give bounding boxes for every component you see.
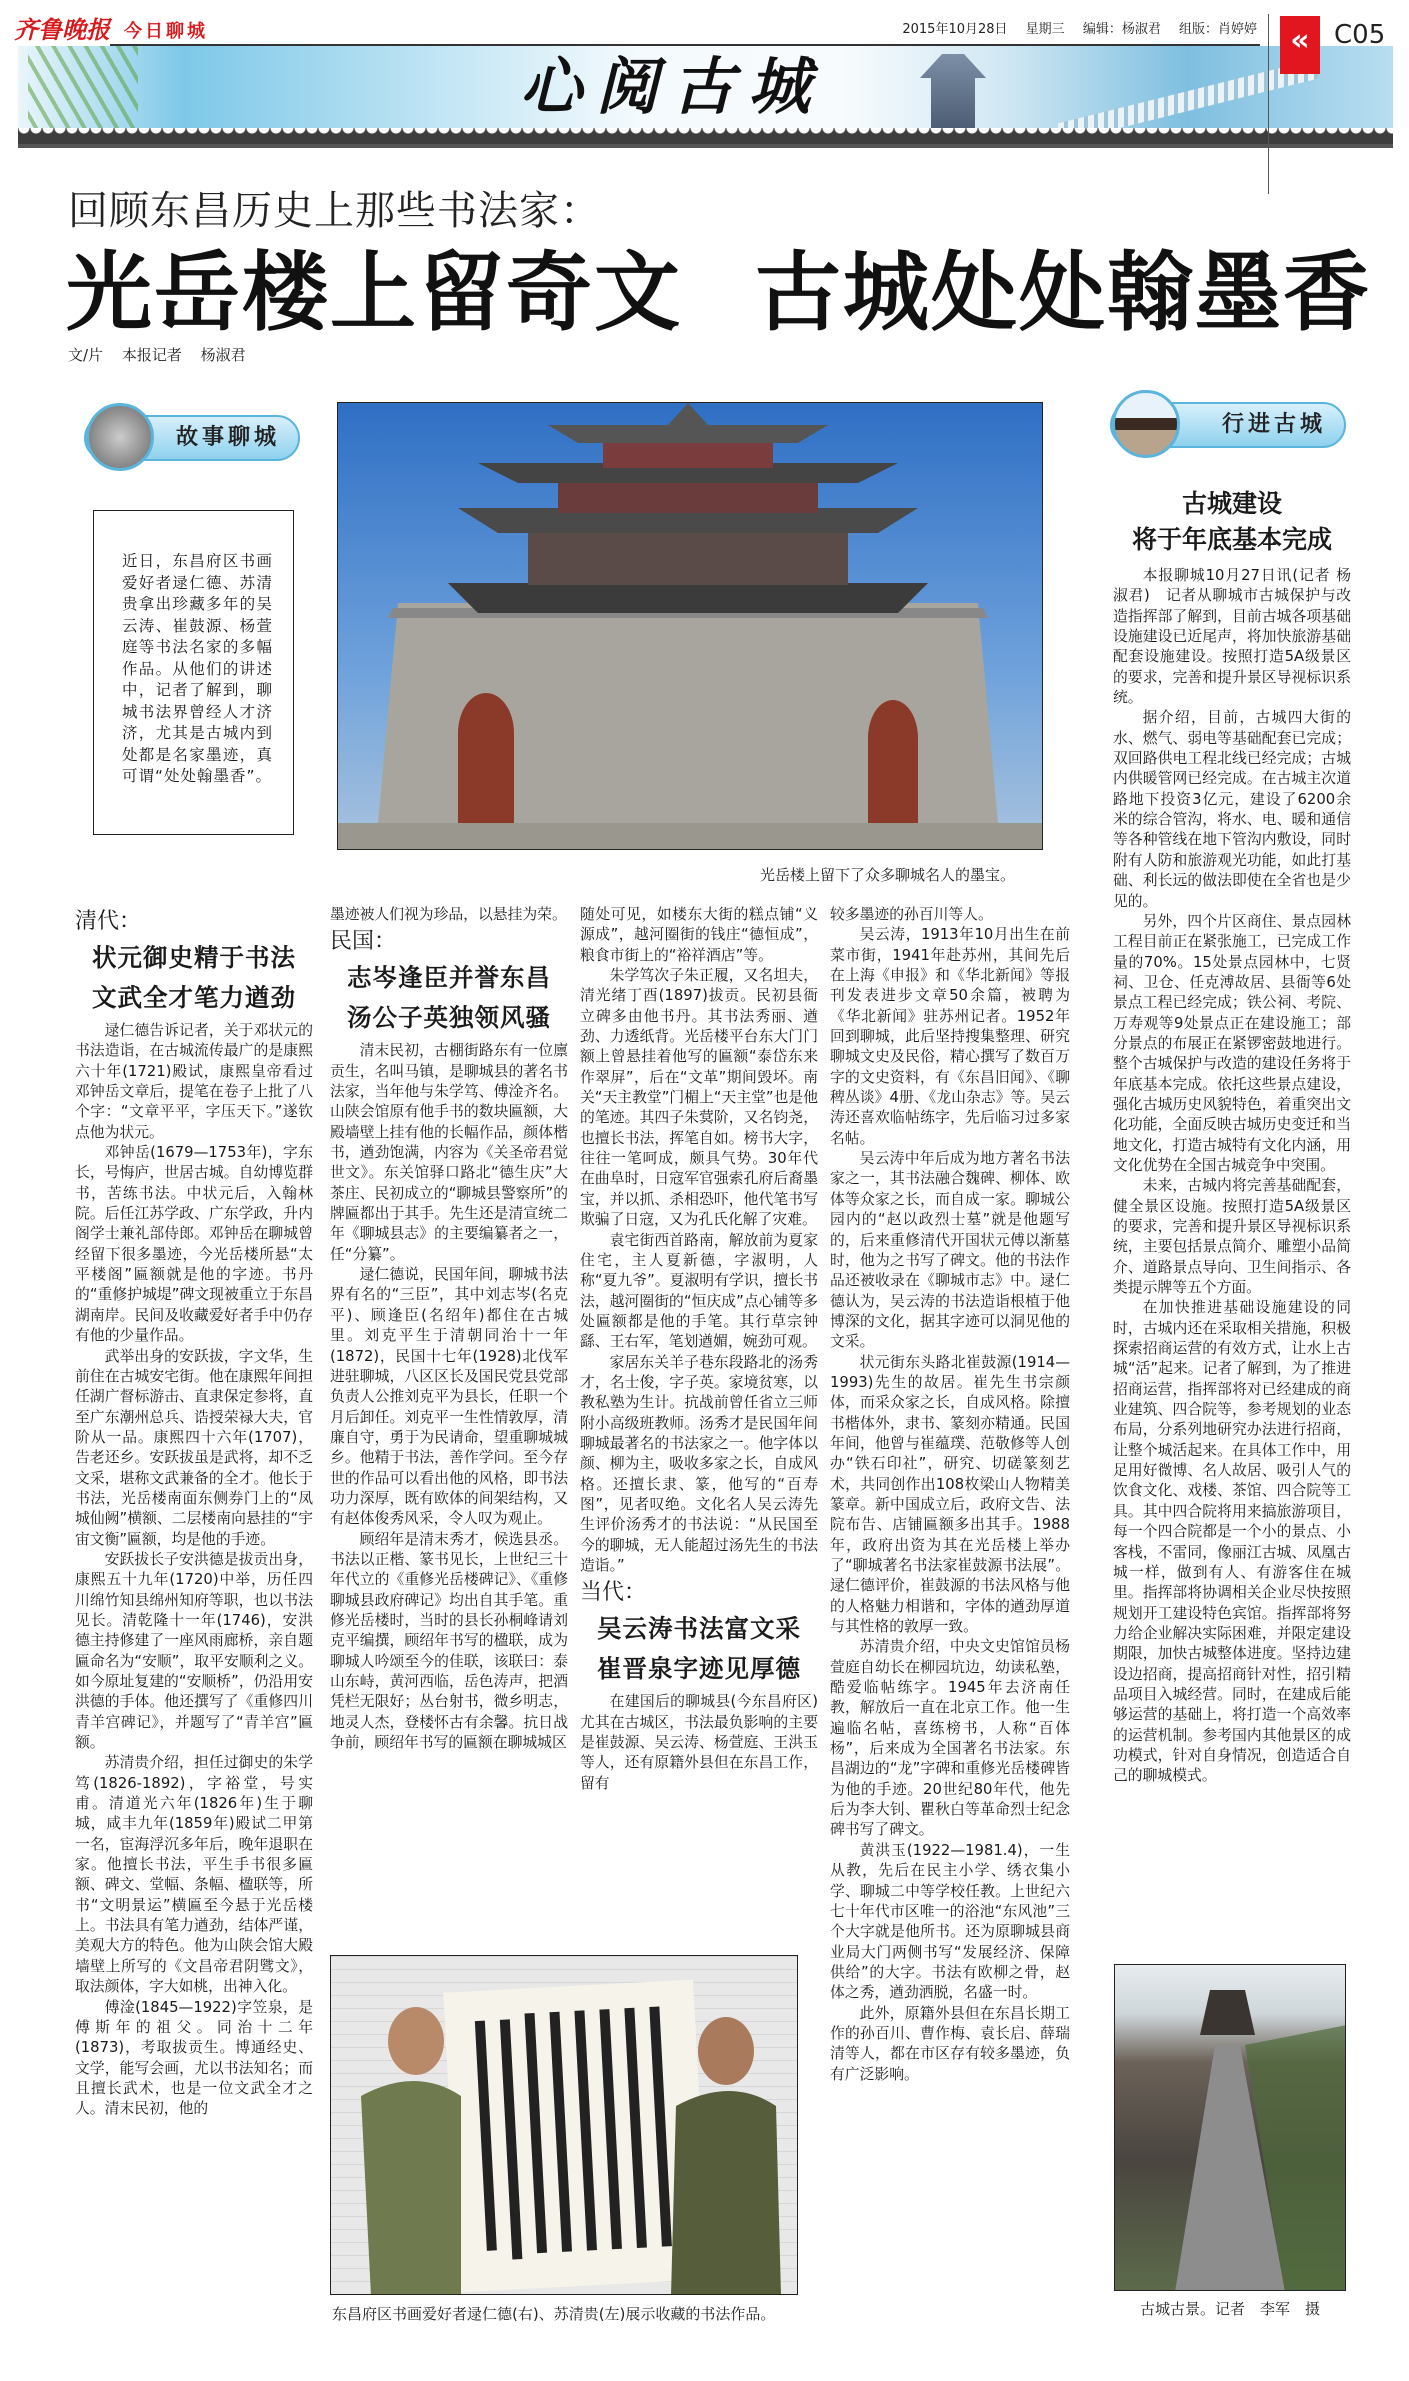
article-paragraph: 朱学笃次子朱正履，又名坦夫，清光绪丁酉(1897)拔贡。民初县衙立碑多由他书丹。其书法秀丽、遒劲、力透纸背。光岳楼平台东大门门额上曾悬挂着他写的匾额“泰岱东来作翠屏”，后在“文革”期间毁坏。南关“天主教堂”门楣上“天主堂”也是他的笔迹。其四子朱蓂阶，又名钧尧，也擅长书法，挥笔自如。榜书大字，往往一笔呵成，颇具气势。30年代在曲阜时，日寇军官强索孔府后裔墨宝，并以抓、杀相恐吓，他代笔书写欺骗了日寇，又为孔氏化解了灾难。 xyxy=(580,967,818,1229)
section-badge-story xyxy=(84,415,300,461)
byline-role: 本报记者 xyxy=(121,346,182,364)
section-subheadline: 状元御史精于书法 xyxy=(92,943,296,972)
article-paragraph: 状元街东头路北崔鼓源(1914—1993)先生的故居。崔先生书宗颜体，而采众家之长，自成风格。除擅书楷体外，隶书、篆刻亦精通。民国年间，他曾与崔蕴璞、范敬修等人创办“铁石印社”，研究、切磋篆刻艺术，共同创作出108枚梁山人物精美篆章。新中国成立后，政府文告、法院布告、店铺匾额多出其手。1988年，政府出资为其在光岳楼上举办了“聊城著名书法家崔鼓源书法展”。逯仁德评价，崔鼓源的书法风格与他的人格魅力相谐和，字体的遒劲厚道与其性格的敦厚一致。 xyxy=(830,1353,1070,1636)
byline-credit: 文/片 xyxy=(68,346,104,364)
article-paragraph: 苏清贵介绍，担任过御史的朱学笃(1826-1892)，字裕堂，号实甫。清道光六年(1826年)生于聊城，咸丰九年(1859年)殿试二甲第一名，宦海浮沉多年后，晚年退职在家。他擅长书法，平生手书很多匾额、碑文、堂幅、条幅、楹联等，所书“文明景运”横匾至今悬于光岳楼上。书法具有笔力遒劲，结体严谨，美观大方的特色。他为山陕会馆大殿墙壁上所写的《文昌帝君阴骘文》，取法颜体，字大如桃，出神入化。 xyxy=(75,1754,313,1996)
calligraphy-photo-caption: 东昌府区书画爱好者逯仁德(右)、苏清贵(左)展示收藏的书法作品。 xyxy=(332,2305,776,2323)
street-photo-caption: 古城古景。记者 李军 摄 xyxy=(1139,2300,1320,2318)
article-paragraph: 苏清贵介绍，中央文史馆馆员杨萱庭自幼长在柳园坑边，幼读私塾，酷爱临帖练字。1945年去济南任教，解放后一直在北京工作。他一生遍临名帖，喜练榜书，人称“百体杨”，后来成为全国著名书法家。东昌湖边的“龙”字碑和重修光岳楼碑皆为他的手迹。20世纪80年代，他先后为李大钊、瞿秋白等革命烈士纪念碑书写了碑文。 xyxy=(830,1638,1070,1839)
article-paragraph: 在建国后的聊城县(今东昌府区)尤其在古城区，书法最负影响的主要是崔鼓源、吴云涛、杨萱庭、王洪玉等人，还有原籍外县但在东昌工作，留有 xyxy=(580,1693,818,1792)
era-label: 民国： xyxy=(330,929,397,955)
intro-box: 近日，东昌府区书画爱好者逯仁德、苏清贵拿出珍藏多年的吴云涛、崔鼓源、杨萱庭等书法名家的多幅作品。从他们的讲述中，记者了解到，聊城书法界曾经人才济济，尤其是古城内到处都是名家墨迹，真可谓“处处翰墨香”。 xyxy=(93,510,294,835)
group-photo-thumbnail xyxy=(86,403,154,471)
article-paragraph: 据介绍，目前，古城四大街的水、燃气、弱电等基础配套已完成；双回路供电工程北线已经完成；古城内供暖管网已经完成。在古城主次道路地下投资3亿元，建设了6200余米的综合管沟，将水、电、暖和通信等各种管线在地下管沟内敷设，同时附有人防和旅游观光功能，如此打基础、利长远的做法即使在全省也是少见的。 xyxy=(1113,709,1351,910)
byline-author: 杨淑君 xyxy=(200,346,246,364)
article-paragraph: 吴云涛，1913年10月出生在前菜市街，1941年赴苏州，其间先后在上海《申报》和《华北新闻》等报刊发表进步文章50余篇，被聘为《华北新闻》驻苏州记者。1952年回到聊城，此后坚持搜集整理、研究聊城文史及民俗，精心撰写了数百万字的文史资料，有《东昌旧闻》、《聊稗丛谈》4册、《龙山杂志》等。吴云涛还喜欢临帖练字，先后临习过多家名帖。 xyxy=(830,926,1070,1147)
article-paragraph: 袁宅街西首路南，解放前为夏家住宅，主人夏新德，字淑明，人称“夏九爷”。夏淑明有学识，擅长书法，越河圈街的“恒庆成”点心铺等多处匾额都是他的手笔。其行草宗钟繇、王右军，笔划遒媚，婉劲可观。 xyxy=(580,1231,818,1351)
roof-tile-border xyxy=(18,128,1393,148)
section-subheadline: 吴云涛书法富文采 xyxy=(597,1614,801,1644)
right-article-title-line1: 古城建设 xyxy=(1181,489,1282,518)
era-label: 当代： xyxy=(580,1580,647,1606)
page-tab-chevron-icon: « xyxy=(1280,16,1320,74)
right-article-body xyxy=(1113,566,1351,1956)
article-paragraph: 较多墨迹的孙百川等人。 xyxy=(830,906,993,923)
street-illustration xyxy=(1115,1965,1346,2291)
article-paragraph: 邓钟岳(1679—1753年)，字东长，号悔庐，世居古城。自幼博览群书，苦练书法。中状元后，入翰林院。后任江苏学政、广东学政，升内阁学士兼礼部侍郎。邓钟岳在聊城曾经留下很多墨迹，今光岳楼所悬“太平楼阁”匾额就是他的字迹。书丹的“重修护城堤”碑文现被重立于东昌湖南岸。民间及收藏爱好者手中仍存有他的少量作品。 xyxy=(75,1144,313,1345)
article-column-1 xyxy=(75,905,313,2365)
layout-editor: 组版：肖婷婷 xyxy=(1178,22,1257,37)
ancient-street-photo xyxy=(1114,1964,1346,2291)
article-paragraph: 顾绍年是清末秀才，候选县丞。书法以正楷、篆书见长，上世纪三十年代立的《重修光岳楼碑记》、《重修聊城县政府碑记》均出自其手笔。重修光岳楼时，当时的县长孙桐峰请刘克平编撰，顾绍年书写的楹联，成为聊城人吟颂至今的佳联，该联曰：泰山东峙，黄河西临，岳色涛声，把酒凭栏无限好；丛台射书，微乡明志，地灵人杰，登楼怀古有余馨。抗日战争前，顾绍年书写的匾额在聊城城区 xyxy=(330,1530,568,1752)
page-number: C05 xyxy=(1334,20,1386,50)
guangyue-tower-photo xyxy=(337,402,1043,850)
era-label: 清代： xyxy=(75,909,142,934)
article-column-2 xyxy=(330,905,568,1947)
article-column-4 xyxy=(830,905,1070,2365)
badge-label: 故事聊城 xyxy=(175,425,280,450)
article-paragraph: 另外，四个片区商住、景点园林工程目前正在紧张施工，已完成工作量的70%。15处景点园林中，七贤祠、卫仓、任克溥故居、县衙等6处景点工程已经完成；铁公祠、考院、万寿观等9处景点正在建设施工；部分景点的布展正在紧锣密鼓地进行。整个古城保护与改造的建设任务将于年底基本完成。依托这些景点建设，强化古城历史风貌特色，着重突出文化功能，全面反映古城历史变迁和当地文化，打造古城特有文化内涵，用文化优势在全国古城竞争中突围。 xyxy=(1113,912,1351,1174)
section-subheadline: 志岑逢臣并誉东昌 xyxy=(347,963,551,993)
article-paragraph: 逯仁德说，民国年间，聊城书法界有名的“三臣”，其中刘志岑(名克平)、顾逢臣(名绍年)都住在古城里。刘克平生于清朝同治十一年(1872)，民国十七年(1928)北伐军进驻聊城，八区区长及国民党县党部负责人公推刘克平为县长，任职一个月后卸任。刘克平一生性情敦厚，清廉自守，勇于为民请命，望重聊城城乡。他精于书法，善作学问。至今存世的作品可以看出他的风格，即书法功力深厚，既有欧体的间架结构，又有赵体俊秀风采，令人叹为观止。 xyxy=(330,1266,568,1528)
editor: 编辑：杨淑君 xyxy=(1082,22,1161,37)
right-article-title-line2: 将于年底基本完成 xyxy=(1131,525,1332,554)
article-paragraph: 黄洪玉(1922—1981.4)，一生从教，先后在民主小学、绣衣集小学、聊城二中等学校任教。上世纪六七十年代市区唯一的浴池“东风池”三个大字就是他所书。还为原聊城县商业局大门两侧书写“发展经济、保障供给”的大字。书法有欧柳之骨，赵体之秀，遒劲洒脱，名盛一时。 xyxy=(830,1841,1070,2002)
badge-label: 行进古城 xyxy=(1221,412,1326,437)
article-paragraph: 安跃拔长子安洪德是拔贡出身，康熙五十九年(1720)中举，历任四川绵竹知县绵州知府等职，也以书法见长。清乾隆十一年(1746)，安洪德主持修建了一座风雨廊桥，亲自题匾命名为“安顺”，取平安顺利之义。如今原址复建的“安顺桥”，仍沿用安洪德的手体。他还撰写了《重修四川青羊宫碑记》，并题写了“青羊宫”匾额。 xyxy=(75,1550,313,1752)
section-badge-ancient-city xyxy=(1110,402,1346,448)
collectors-illustration xyxy=(331,1956,798,2295)
article-column-3 xyxy=(580,905,818,1947)
headline-kicker: 回顾东昌历史上那些书法家： xyxy=(68,188,601,234)
article-paragraph: 清末民初，古棚街路东有一位廪贡生，名叫马镇，是聊城县的著名书法家，当年他与朱学笃、傅淦齐名。山陕会馆原有他手书的数块匾额，大殿墙壁上挂有他的长幅作品，颜体楷书，遒劲饱满，内容为《关圣帝君觉世文》。东关馆驿口路北“德生庆”大茶庄、民初成立的“聊城县警察所”的牌匾都出于其手。先生还是清宣统二年《聊城县志》的主要编纂者之一，任“分纂”。 xyxy=(330,1042,568,1263)
article-paragraph: 武举出身的安跃拔，字文华，生前住在古城安宅街。他在康熙年间担任湖广督标游击、直隶保定参将，直至广东潮州总兵、诰授荣禄大夫，官阶从一品。康熙四十六年(1707)，告老还乡。安跃拔虽是武将，却不乏文采，堪称文武兼备的全才。他长于书法，光岳楼南面东侧券门上的“凤城仙阙”横额、二层楼南向悬挂的“宇宙文衡”匾额，均是他的手迹。 xyxy=(75,1347,313,1548)
newspaper-logo: 齐鲁晚报 xyxy=(14,15,110,44)
article-paragraph: 此外，原籍外县但在东昌长期工作的孙百川、曹作梅、袁长启、薛瑞清等人，都在市区存有较多墨迹，负有广泛影响。 xyxy=(830,2004,1070,2083)
dateline xyxy=(888,22,1257,38)
tower-illustration xyxy=(898,54,1008,134)
article-paragraph: 本报聊城10月27日讯(记者 杨淑君) 记者从聊城市古城保护与改造指挥部了解到，目前古城各项基础设施建设已近尾声，将加快旅游基础配套设施建设。按照打造5A级景区的要求，完善和提升景区导视标识系统。 xyxy=(1113,567,1351,707)
byline xyxy=(68,346,260,364)
tower-photo-caption: 光岳楼上留下了众多聊城名人的墨宝。 xyxy=(760,866,1016,884)
issue-date: 2015年10月28日 xyxy=(902,22,1008,37)
article-paragraph: 随处可见，如楼东大街的糕点铺“义源成”，越河圈街的钱庄“德恒成”，粮食市街上的“裕祥酒店”等。 xyxy=(580,906,818,964)
header-vertical-divider xyxy=(1268,14,1269,194)
section-name: 今日聊城 xyxy=(124,21,208,42)
section-subheadline: 崔晋泉字迹见厚德 xyxy=(597,1654,801,1684)
tower-thumbnail xyxy=(1112,390,1180,458)
calligraphy-collectors-photo xyxy=(330,1955,798,2295)
header-divider xyxy=(110,44,1260,46)
article-paragraph: 家居东关羊子巷东段路北的汤秀才，名士俊，字子英。家境贫寒，以教私塾为生计。抗战前曾任省立三师附小高级班教师。汤秀才是民国年间聊城最著名的书法家之一。他字体以颜、柳为主，吸收多家之长，自成风格。还擅长隶、篆，他写的“百寿图”，见者叹绝。文化名人吴云涛先生评价汤秀才的书法说：“从民国至今的聊城，无人能超过汤先生的书法造诣。” xyxy=(580,1353,818,1574)
article-paragraph: 墨迹被人们视为珍品，以悬挂为荣。 xyxy=(330,906,567,923)
headline-title-part1: 光岳楼上留奇文 xyxy=(66,243,682,343)
article-paragraph: 逯仁德告诉记者，关于邓状元的书法造诣，在古城流传最广的是康熙六十年(1721)殿试，康熙皇帝看过邓钟岳文章后，提笔在卷子上批了八个字：“文章平平，字压天下。”遂钦点他为状元。 xyxy=(75,1022,313,1141)
article-paragraph: 吴云涛中年后成为地方著名书法家之一，其书法融合魏碑、柳体、欧体等众家之长，而自成一家。聊城公园内的“赵以政烈士墓”就是他题写的，后来重修清代开国状元傅以渐墓时，他为之书写了碑文。他的书法作品还被收录在《聊城市志》中。逯仁德认为，吴云涛的书法造诣根植于他博深的文化，据其字迹可以洞见他的文采。 xyxy=(830,1150,1070,1351)
banner-title: 心阅古城 xyxy=(520,50,825,123)
tower-illustration xyxy=(338,403,1043,850)
article-paragraph: 在加快推进基础设施建设的同时，古城内还在采取相关措施，积极探索招商运营的有效方式，让水上古城“活”起来。记者了解到，为了推进招商运营，指挥部将对已经建成的商业建筑、四合院等，参考规划的业态布局，分系列地研究办法进行招商，让整个城活起来。在具体工作中，用足用好微博、名人故居、吸引人气的饮食文化、戏楼、茶馆、四合院等工具。其中四合院将用来搞旅游项目，每一个四合院都是一个小的景点、小客栈，不雷同，像丽江古城、凤凰古城一样，做到有人、有游客住在城里。指挥部将协调相关企业尽快按照规划开工建设特色宾馆。指挥部将努力给企业解决实际困难，并限定建设期限，加快古城整体进度。坚持边建设边招商，提高招商针对性，招引精品项目入城经营。同时，在建成后能够运营的基础上，将打造一个高效率的运营机制。参考国内其他景区的成功模式，针对自身情况，创造适合自己的聊城模式。 xyxy=(1113,1299,1351,1785)
headline-title-part2: 古城处处翰墨香 xyxy=(755,243,1371,343)
section-subheadline: 汤公子英独领风骚 xyxy=(347,1003,551,1033)
section-subheadline: 文武全才笔力遒劲 xyxy=(92,983,296,1012)
issue-weekday: 星期三 xyxy=(1025,22,1065,37)
article-paragraph: 未来，古城内将完善基础配套，健全景区设施。按照打造5A级景区的要求，完善和提升景区导视标识系统，主要包括景点简介、雕塑小品简介、道路景点导向、卫生间指示、各类提示牌等五个方面。 xyxy=(1113,1177,1351,1297)
article-paragraph: 傅淦(1845—1922)字笠泉，是傅斯年的祖父。同治十二年(1873)，考取拔贡生。博通经史、文学，能写会画，尤以书法知名；而且擅长武术，也是一位文武全才之人。清末民初，他的 xyxy=(75,1998,313,2118)
